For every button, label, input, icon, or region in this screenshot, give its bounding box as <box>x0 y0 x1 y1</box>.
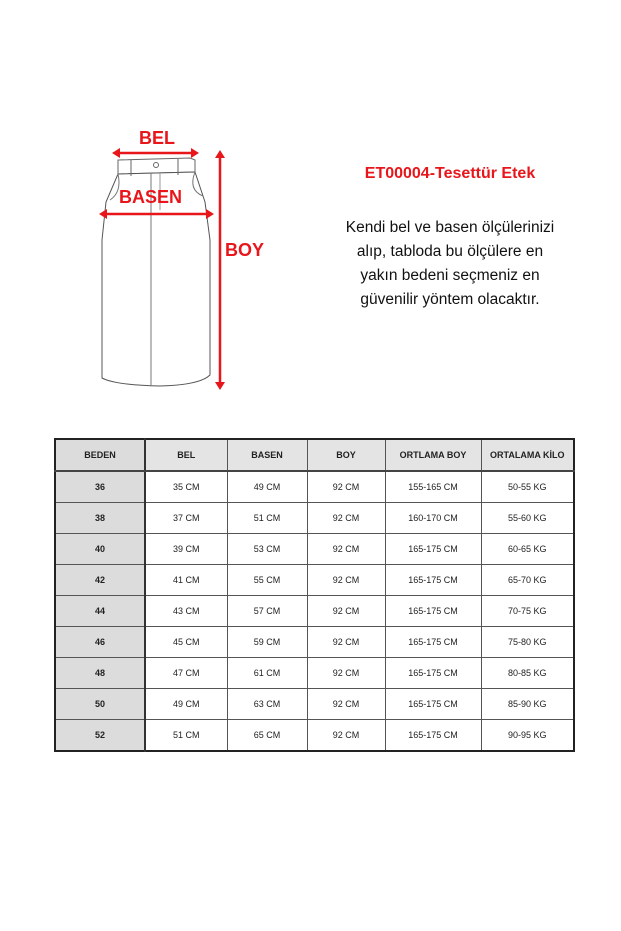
avg-height-cell: 165-175 CM <box>385 565 481 596</box>
avg-height-cell: 165-175 CM <box>385 596 481 627</box>
size-cell: 40 <box>55 534 145 565</box>
advice-line: güvenilir yöntem olacaktır. <box>360 291 540 308</box>
table-row <box>55 689 574 720</box>
table-row <box>55 503 574 534</box>
size-cell: 44 <box>55 596 145 627</box>
avg-weight-cell: 90-95 KG <box>481 720 574 752</box>
avg-height-cell: 165-175 CM <box>385 720 481 752</box>
table-row <box>55 534 574 565</box>
avg-weight-cell: 80-85 KG <box>481 658 574 689</box>
hip-cell: 59 CM <box>227 627 307 658</box>
header-boy: BOY <box>307 439 385 471</box>
waist-cell: 35 CM <box>145 471 227 503</box>
avg-weight-cell: 85-90 KG <box>481 689 574 720</box>
size-cell: 48 <box>55 658 145 689</box>
waist-cell: 49 CM <box>145 689 227 720</box>
length-cell: 92 CM <box>307 565 385 596</box>
hip-cell: 51 CM <box>227 503 307 534</box>
advice-line: Kendi bel ve basen ölçülerinizi <box>345 219 555 236</box>
hip-cell: 65 CM <box>227 720 307 752</box>
waist-cell: 41 CM <box>145 565 227 596</box>
size-advice-text <box>322 216 578 312</box>
length-cell: 92 CM <box>307 658 385 689</box>
length-cell: 92 CM <box>307 534 385 565</box>
table-row <box>55 720 574 752</box>
avg-weight-cell: 75-80 KG <box>481 627 574 658</box>
size-cell: 46 <box>55 627 145 658</box>
hip-cell: 63 CM <box>227 689 307 720</box>
avg-weight-cell: 60-65 KG <box>481 534 574 565</box>
table-row <box>55 565 574 596</box>
size-cell: 42 <box>55 565 145 596</box>
size-chart-table <box>54 438 575 752</box>
header-bel: BEL <box>145 439 227 471</box>
hip-cell: 53 CM <box>227 534 307 565</box>
avg-height-cell: 165-175 CM <box>385 689 481 720</box>
waist-label: BEL <box>139 128 175 148</box>
header-ortalama-kilo: ORTALAMA KİLO <box>481 439 574 471</box>
waist-cell: 45 CM <box>145 627 227 658</box>
hip-cell: 57 CM <box>227 596 307 627</box>
table-row <box>55 596 574 627</box>
avg-weight-cell: 55-60 KG <box>481 503 574 534</box>
table-header-row <box>55 439 574 471</box>
table-row <box>55 658 574 689</box>
header-basen: BASEN <box>227 439 307 471</box>
avg-weight-cell: 50-55 KG <box>481 471 574 503</box>
advice-line: yakın bedeni seçmeniz en <box>360 267 540 284</box>
header-beden: BEDEN <box>55 439 145 471</box>
product-title: ET00004-Tesettür Etek <box>364 165 536 182</box>
hip-cell: 61 CM <box>227 658 307 689</box>
length-cell: 92 CM <box>307 596 385 627</box>
waist-cell: 47 CM <box>145 658 227 689</box>
table-row <box>55 627 574 658</box>
size-cell: 36 <box>55 471 145 503</box>
size-cell: 50 <box>55 689 145 720</box>
waist-cell: 51 CM <box>145 720 227 752</box>
table-row <box>55 471 574 503</box>
waist-cell: 43 CM <box>145 596 227 627</box>
avg-weight-cell: 70-75 KG <box>481 596 574 627</box>
length-cell: 92 CM <box>307 689 385 720</box>
avg-height-cell: 165-175 CM <box>385 658 481 689</box>
length-cell: 92 CM <box>307 471 385 503</box>
waist-cell: 39 CM <box>145 534 227 565</box>
avg-height-cell: 160-170 CM <box>385 503 481 534</box>
length-cell: 92 CM <box>307 720 385 752</box>
avg-height-cell: 165-175 CM <box>385 627 481 658</box>
length-cell: 92 CM <box>307 627 385 658</box>
waist-cell: 37 CM <box>145 503 227 534</box>
size-cell: 38 <box>55 503 145 534</box>
avg-weight-cell: 65-70 KG <box>481 565 574 596</box>
hip-label: BASEN <box>119 187 183 207</box>
avg-height-cell: 165-175 CM <box>385 534 481 565</box>
length-cell: 92 CM <box>307 503 385 534</box>
hip-cell: 55 CM <box>227 565 307 596</box>
hip-cell: 49 CM <box>227 471 307 503</box>
header-ortalama-boy: ORTLAMA BOY <box>385 439 481 471</box>
skirt-illustration <box>90 120 280 400</box>
advice-line: alıp, tabloda bu ölçülere en <box>356 243 544 260</box>
length-label: BOY <box>225 240 265 260</box>
size-cell: 52 <box>55 720 145 752</box>
avg-height-cell: 155-165 CM <box>385 471 481 503</box>
